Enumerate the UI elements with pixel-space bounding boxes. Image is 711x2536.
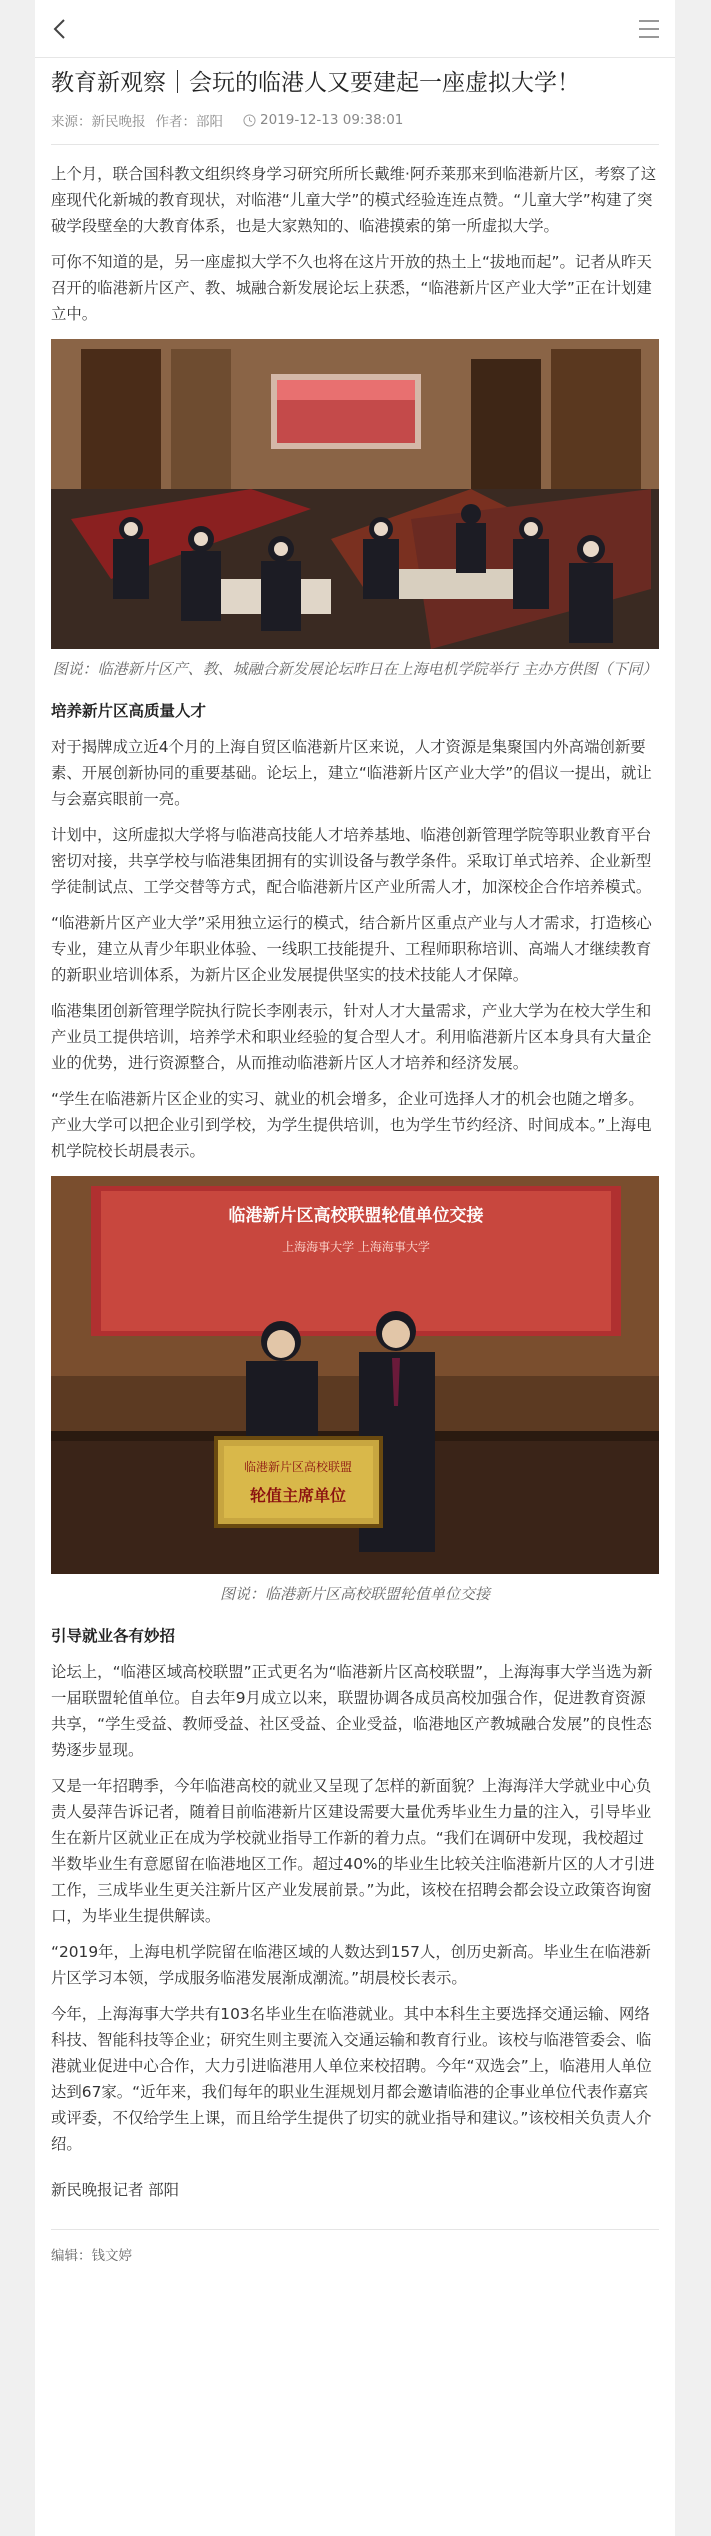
reporter-byline: 新民晚报记者 部阳 [51, 2181, 180, 2199]
divider [51, 2229, 659, 2230]
article-page [35, 0, 675, 2536]
clock-icon [243, 114, 256, 127]
paragraph: 可你不知道的是，另一座虚拟大学不久也将在这片开放的热土上“拔地而起”。记者从昨天召开的临港新片区产、教、城融合新发展论坛上获悉，“临港新片区产业大学”正在计划建立中。 [51, 253, 652, 323]
article-meta [51, 110, 659, 130]
banner-title: 临港新片区高校联盟轮值单位交接 [228, 1206, 484, 1226]
plaque-line-2: 轮值主席单位 [249, 1486, 347, 1505]
handover-photo [51, 1176, 659, 1574]
paragraph: “2019年，上海电机学院留在临港区域的人数达到157人，创历史新高。毕业生在临港新片区学习本领，学成服务临港发展渐成潮流。”胡晨校长表示。 [51, 1943, 651, 1987]
banner-subtitle: 上海海事大学 上海海事大学 [282, 1240, 430, 1254]
paragraph: 论坛上，“临港区域高校联盟”正式更名为“临港新片区高校联盟”，上海海事大学当选为新一届联盟轮值单位。自去年9月成立以来，联盟协调各成员高校加强合作，促进教育资源共享，“学生受益、教师受益、社区受益、企业受益，临港地区产教城融合发展”的良性态势逐步显现。 [51, 1663, 653, 1759]
image-caption: 图说：临港新片区高校联盟轮值单位交接 [219, 1585, 490, 1603]
paragraph: 临港集团创新管理学院执行院长李刚表示，针对人才大量需求，产业大学为在校大学生和产业员工提供培训，培养学术和职业经验的复合型人才。利用临港新片区本身具有大量企业的优势，进行资源整合，从而推动临港新片区人才培养和经济发展。 [51, 1002, 652, 1072]
page-title: 教育新观察｜会玩的临港人又要建起一座虚拟大学！ [51, 70, 580, 96]
paragraph: 又是一年招聘季，今年临港高校的就业又呈现了怎样的新面貌？上海海洋大学就业中心负责人晏萍告诉记者，随着目前临港新片区建设需要大量优秀毕业生力量的注入，引导毕业生在新片区就业正在成为学校就业指导工作新的着力点。“我们在调研中发现，我校超过半数毕业生有意愿留在临港地区工作。超过40%的毕业生比较关注临港新片区的人才引进工作，三成毕业生更关注新片区产业发展前景。”为此，该校在招聘会都会设立政策咨询窗口，为毕业生提供解读。 [51, 1777, 655, 1925]
paragraph: 计划中，这所虚拟大学将与临港高技能人才培养基地、临港创新管理学院等职业教育平台密切对接，共享学校与临港集团拥有的实训设备与教学条件。采取订单式培养、企业新型学徒制试点、工学交替等方式，配合临港新片区产业所需人才，加深校企合作培养模式。 [51, 826, 652, 896]
image-caption: 图说：临港新片区产、教、城融合新发展论坛昨日在上海电机学院举行 主办方供图（下同） [52, 660, 658, 678]
plaque-line-1: 临港新片区高校联盟 [243, 1460, 353, 1474]
paragraph: “临港新片区产业大学”采用独立运行的模式，结合新片区重点产业与人才需求，打造核心专业，建立从青少年职业体验、一线职工技能提升、工程师职称培训、高端人才继续教育的新职业培训体系，为新片区企业发展提供坚实的技术技能人才保障。 [51, 914, 652, 984]
paragraph: 上个月，联合国科教文组织终身学习研究所所长戴维·阿乔莱那来到临港新片区，考察了这座现代化新城的教育现状，对临港“儿童大学”的模式经验连连点赞。“儿童大学”构建了突破学段壁垒的大教育体系，也是大家熟知的、临港摸索的第一所虚拟大学。 [51, 165, 657, 235]
paragraph: 今年，上海海事大学共有103名毕业生在临港就业。其中本科生主要选择交通运输、网络科技、智能科技等企业；研究生则主要流入交通运输和教育行业。该校与临港管委会、临港就业促进中心合作，大力引进临港用人单位来校招聘。今年“双选会”上，临港用人单位达到67家。“近年来，我们每年的职业生涯规划月都会邀请临港的企事业单位代表作嘉宾或评委，不仅给学生上课，而且给学生提供了切实的就业指导和建议。”该校相关负责人介绍。 [51, 2005, 652, 2153]
author-label: 作者：部阳 [155, 114, 223, 130]
paragraph: “学生在临港新片区企业的实习、就业的机会增多，企业可选择人才的机会也随之增多。产业大学可以把企业引到学校，为学生提供培训，也为学生节约经济、时间成本。”上海电机学院校长胡晨表示。 [51, 1090, 652, 1160]
section-employment [51, 1659, 659, 2157]
section-heading: 引导就业各有妙招 [51, 1627, 176, 1645]
paragraph: 对于揭牌成立近4个月的上海自贸区临港新片区来说，人才资源是集聚国内外高端创新要素、开展创新协同的重要基础。论坛上，建立“临港新片区产业大学”的倡议一提出，就让与会嘉宾眼前一亮。 [51, 738, 652, 808]
section-heading: 培养新片区高质量人才 [51, 702, 207, 720]
intro-section [51, 161, 659, 327]
section-talent [51, 734, 659, 1164]
chevron-left-icon[interactable] [49, 17, 73, 41]
editor-credit: 编辑：钱文婷 [51, 2248, 132, 2264]
divider [51, 144, 659, 145]
top-nav-bar [35, 0, 675, 58]
source-label: 来源：新民晚报 [51, 114, 146, 130]
article-body [35, 66, 675, 2264]
publish-time: 2019-12-13 09:38:01 [260, 112, 404, 128]
forum-photo [51, 339, 659, 649]
hamburger-menu-icon[interactable] [637, 18, 661, 40]
